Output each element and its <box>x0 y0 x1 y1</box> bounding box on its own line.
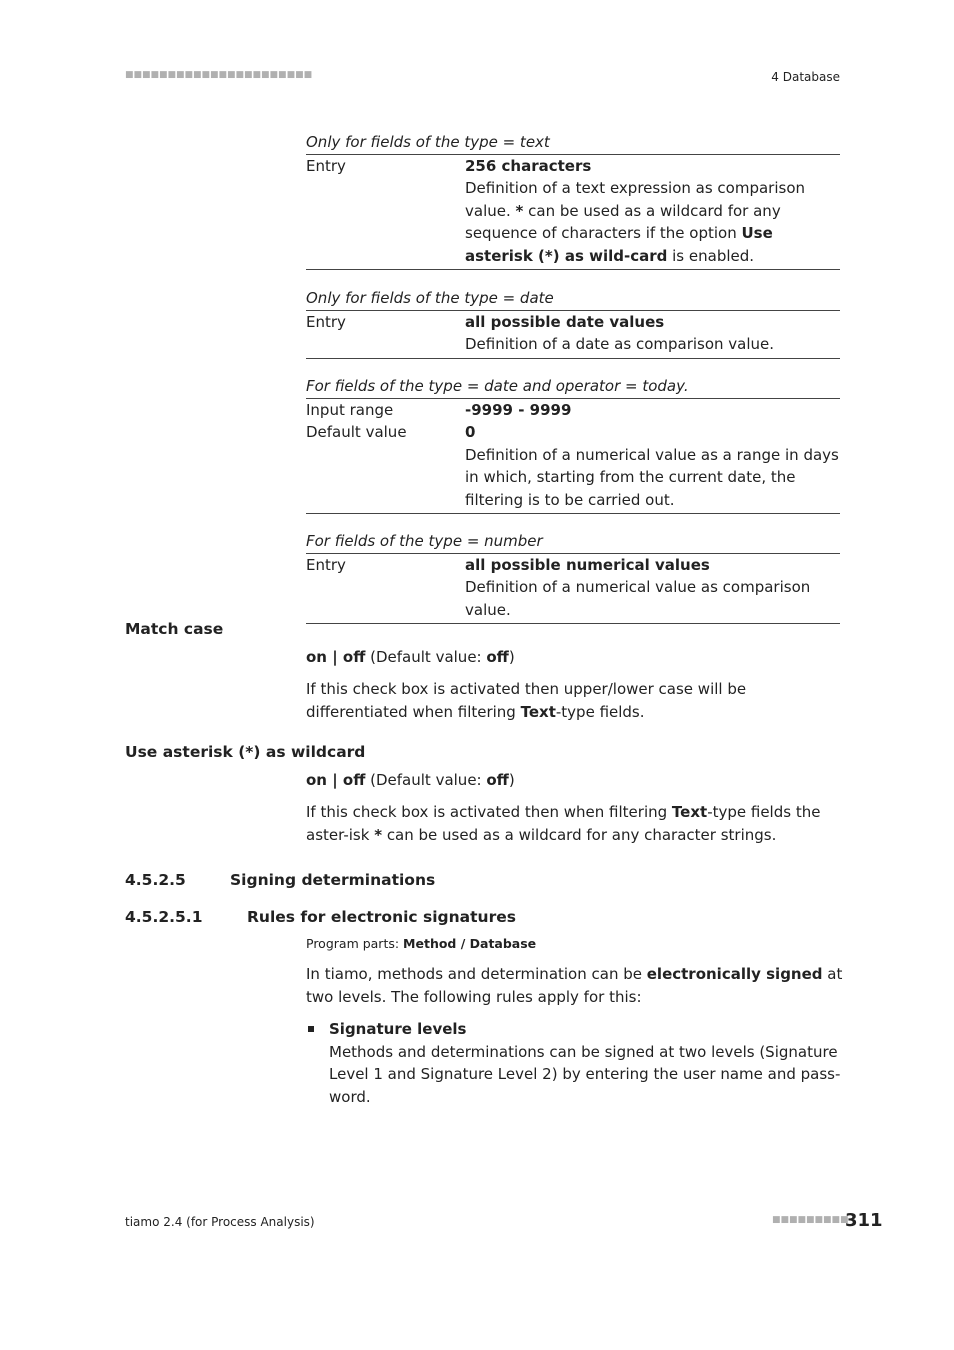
value-bold: all possible date values <box>465 312 665 331</box>
value-desc: Definition of a numerical value as a range in days in which, starting from the current date, the filtering is to be carried out. <box>465 445 839 509</box>
program-parts-label: Program parts: <box>306 936 404 951</box>
table-body <box>306 311 840 359</box>
intro-text: at two levels. The following rules apply for this: <box>306 965 843 1006</box>
match-case-title: Match case <box>125 620 224 638</box>
table-row <box>306 399 840 422</box>
desc-text: If this check box is activated then when filtering <box>306 803 672 821</box>
desc-bold: Text <box>520 703 556 721</box>
asterisk-wildcard-title: Use asterisk (*) as wildcard <box>125 743 366 761</box>
date-type-table <box>306 287 840 359</box>
desc-line: can be used as a wildcard for any sequence of characters if the option <box>465 201 781 242</box>
value-desc: Definition of a date as comparison value. <box>465 335 775 353</box>
row-value: -9999 - 9999 <box>465 400 572 419</box>
table-body <box>306 399 840 515</box>
row-label: Default value <box>306 423 407 441</box>
desc-text: -type fields the aster-isk <box>306 803 821 844</box>
intro-bold: electronically signed <box>646 965 823 983</box>
number-type-table <box>306 530 840 624</box>
value-desc <box>465 177 840 267</box>
desc-text: can be used as a wildcard for any character strings. <box>382 826 777 844</box>
row-value <box>465 311 840 356</box>
value-bold: 256 characters <box>465 156 592 175</box>
footer-product: tiamo 2.4 (for Process Analysis) <box>125 1215 315 1229</box>
subsection-title: Rules for electronic signatures <box>247 908 516 926</box>
list-item <box>306 1018 846 1108</box>
text-type-table <box>306 131 840 270</box>
table-body <box>306 155 840 271</box>
desc-line: is enabled. <box>667 246 755 265</box>
asterisk-wildcard-description <box>306 801 846 847</box>
row-label: Entry <box>306 156 346 175</box>
value-bold: all possible numerical values <box>465 555 710 574</box>
intro-paragraph <box>306 963 846 1009</box>
row-value <box>465 155 840 268</box>
row-value <box>465 421 840 511</box>
asterisk-bold: * <box>515 201 524 220</box>
match-case-description <box>306 678 846 724</box>
default-value: off <box>486 648 509 666</box>
footer-decoration: ■■■■■■■■■ <box>772 1215 849 1225</box>
bullet-title: Signature levels <box>329 1020 467 1038</box>
default-value: off <box>486 771 509 789</box>
desc-text: -type fields. <box>555 703 645 721</box>
today-operator-table <box>306 375 840 514</box>
value-desc: Definition of a numerical value as comparison value. <box>465 578 811 619</box>
row-label: Entry <box>306 312 346 331</box>
subsection-heading <box>125 908 516 926</box>
bullet-content <box>329 1018 846 1108</box>
desc-star: * <box>374 826 383 844</box>
table-caption: Only for fields of the type = text <box>306 131 840 155</box>
desc-bold: Text <box>671 803 708 821</box>
intro-text: In tiamo, methods and determination can be <box>306 965 647 983</box>
table-caption: Only for fields of the type = date <box>306 287 840 311</box>
option-bold: Use asterisk (*) as wild-card <box>465 224 773 265</box>
default-post: ) <box>508 771 515 789</box>
onoff-bold: on | off <box>306 648 366 666</box>
desc-line: Definition of a text expression as comparison value. <box>465 179 805 220</box>
table-body <box>306 554 840 625</box>
page-number: 311 <box>845 1210 883 1231</box>
section-number: 4.5.2.5 <box>125 871 186 889</box>
asterisk-wildcard-default <box>306 769 846 792</box>
header-decoration: ■■■■■■■■■■■■■■■■■■■■■■ <box>125 70 313 80</box>
table-row <box>306 554 840 622</box>
default-pre: (Default value: <box>365 771 487 789</box>
section-title: Signing determinations <box>230 871 436 889</box>
subsection-number: 4.5.2.5.1 <box>125 908 203 926</box>
table-caption: For fields of the type = number <box>306 530 840 554</box>
table-caption: For fields of the type = date and operator = today. <box>306 375 840 399</box>
match-case-default <box>306 646 846 669</box>
row-label: Input range <box>306 400 394 419</box>
section-heading <box>125 871 435 889</box>
default-pre: (Default value: <box>365 648 487 666</box>
program-parts <box>306 936 536 951</box>
table-row <box>306 421 840 511</box>
program-parts-value: Method / Database <box>403 936 537 951</box>
desc-text: If this check box is activated then upper/lower case will be differentiated when filtering <box>306 680 747 721</box>
bullet-text: Methods and determinations can be signed at two levels (Signature Level 1 and Signature Level 2) by entering the user name and pass-word. <box>329 1042 841 1106</box>
default-post: ) <box>508 648 515 666</box>
table-row <box>306 311 840 356</box>
row-label: Entry <box>306 555 346 574</box>
value-bold: 0 <box>465 423 476 441</box>
table-row <box>306 155 840 268</box>
bullet-square-icon <box>308 1026 314 1032</box>
onoff-bold: on | off <box>306 771 366 789</box>
row-value <box>465 554 840 622</box>
chapter-title: 4 Database <box>771 70 840 84</box>
